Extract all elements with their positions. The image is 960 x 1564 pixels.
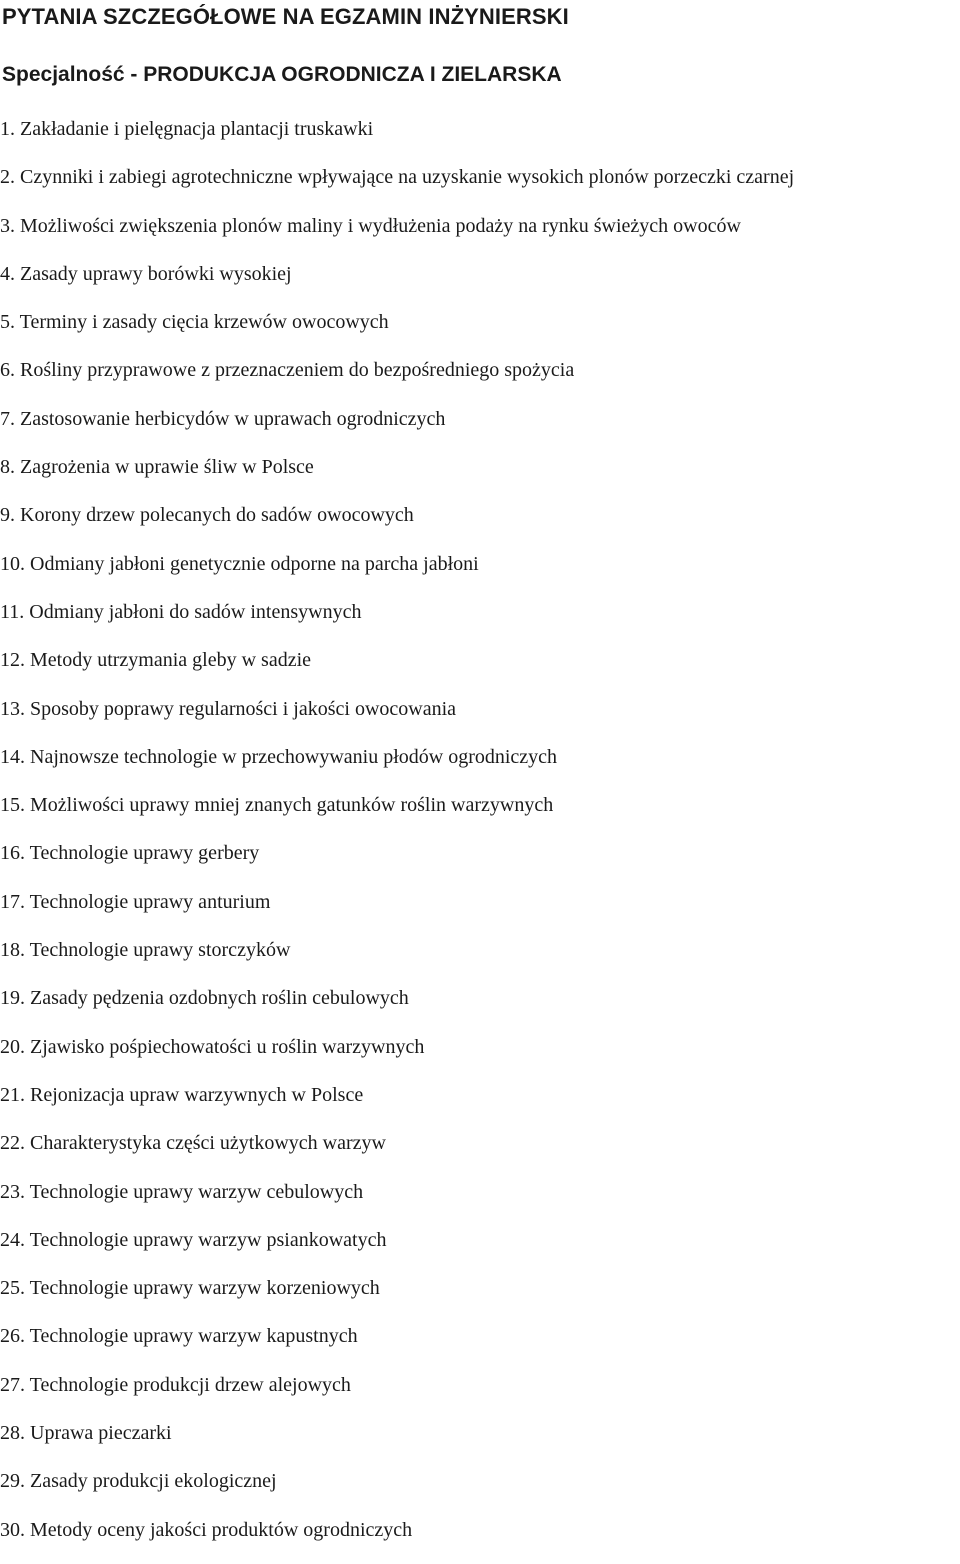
question-number: 4. [0,262,15,285]
question-text: Rejonizacja upraw warzywnych w Polsce [30,1083,364,1106]
question-text: Odmiany jabłoni do sadów intensywnych [29,600,362,623]
question-item [0,308,794,356]
question-text: Terminy i zasady cięcia krzewów owocowych [19,311,389,334]
question-text: Technologie uprawy warzyw korzeniowych [29,1277,380,1300]
question-number: 27. [0,1373,25,1396]
question-number: 2. [0,166,15,189]
question-item [0,1322,794,1370]
question-item [0,163,794,211]
question-text: Technologie uprawy anturium [29,890,271,913]
question-text: Sposoby poprawy regularności i jakości owocowania [30,697,457,720]
question-text: Rośliny przyprawowe z przeznaczeniem do bezpośredniego spożycia [20,359,575,382]
question-text: Technologie uprawy warzyw cebulowych [29,1180,364,1203]
specialization-subtitle: Specjalność - PRODUKCJA OGRODNICZA I ZIELARSKA [2,63,562,86]
question-text: Czynniki i zabiegi agrotechniczne wpływające na uzyskanie wysokich plonów porzeczki czarnej [20,166,795,189]
question-item [0,1419,794,1467]
question-item [0,598,794,646]
question-number: 11. [0,600,25,623]
question-item [0,646,794,694]
question-item [0,936,794,984]
question-item [0,695,794,743]
question-number: 18. [0,939,25,962]
question-item [0,1371,794,1419]
question-number: 23. [0,1180,25,1203]
question-text: Metody utrzymania gleby w sadzie [30,649,312,672]
question-number: 26. [0,1325,25,1348]
document-title: PYTANIA SZCZEGÓŁOWE NA EGZAMIN INŻYNIERSKI [2,4,569,29]
question-number: 30. [0,1518,25,1541]
question-text: Zasady pędzenia ozdobnych roślin cebulowych [30,987,409,1010]
question-item [0,453,794,501]
question-text: Zakładanie i pielęgnacja plantacji truskawki [20,118,374,140]
question-number: 16. [0,842,25,865]
question-number: 3. [0,214,15,237]
question-text: Zagrożenia w uprawie śliw w Polsce [20,456,314,479]
question-text: Zjawisko pośpiechowatości u roślin warzywnych [30,1035,425,1058]
question-item [0,1129,794,1177]
question-text: Technologie uprawy warzyw psiankowatych [29,1228,387,1251]
question-item [0,550,794,598]
question-number: 24. [0,1228,25,1251]
question-item [0,839,794,887]
question-text: Korony drzew polecanych do sadów owocowych [20,504,414,527]
question-number: 6. [0,359,15,382]
question-number: 12. [0,649,25,672]
question-text: Odmiany jabłoni genetycznie odporne na parcha jabłoni [30,552,479,575]
question-item [0,356,794,404]
question-number: 17. [0,890,25,913]
question-number: 1. [0,118,15,140]
question-number: 15. [0,794,25,817]
question-number: 28. [0,1422,25,1445]
question-item [0,791,794,839]
question-text: Uprawa pieczarki [30,1422,172,1445]
question-text: Metody oceny jakości produktów ogrodniczych [30,1518,413,1541]
question-text: Zasady produkcji ekologicznej [30,1470,277,1493]
question-number: 22. [0,1132,25,1155]
question-number: 19. [0,987,25,1010]
question-text: Najnowsze technologie w przechowywaniu płodów ogrodniczych [30,745,558,768]
question-item [0,1516,794,1564]
question-text: Technologie uprawy storczyków [29,939,291,962]
question-item [0,888,794,936]
question-item [0,984,794,1032]
question-number: 8. [0,456,15,479]
question-number: 9. [0,504,15,527]
question-text: Możliwości zwiększenia plonów maliny i wydłużenia podaży na rynku świeżych owoców [20,214,741,237]
question-number: 10. [0,552,25,575]
question-item [0,1033,794,1081]
question-item [0,1467,794,1515]
question-text: Zastosowanie herbicydów w uprawach ogrodniczych [20,407,446,430]
question-item [0,1081,794,1129]
question-number: 25. [0,1277,25,1300]
question-item [0,501,794,549]
question-item [0,212,794,260]
question-item [0,115,794,163]
question-number: 14. [0,745,25,768]
question-item [0,743,794,791]
question-text: Zasady uprawy borówki wysokiej [20,262,292,285]
question-number: 21. [0,1083,25,1106]
question-item [0,405,794,453]
question-item [0,1178,794,1226]
question-number: 7. [0,407,15,430]
question-text: Charakterystyka części użytkowych warzyw [30,1132,386,1155]
question-text: Technologie uprawy warzyw kapustnych [29,1325,358,1348]
question-text: Technologie produkcji drzew alejowych [29,1373,351,1396]
question-text: Możliwości uprawy mniej znanych gatunków roślin warzywnych [30,794,554,817]
question-item [0,1274,794,1322]
question-item [0,260,794,308]
question-number: 13. [0,697,25,720]
question-item [0,1226,794,1274]
question-number: 5. [0,311,15,334]
question-list [0,115,794,1564]
question-text: Technologie uprawy gerbery [29,842,260,865]
question-number: 29. [0,1470,25,1493]
question-number: 20. [0,1035,25,1058]
